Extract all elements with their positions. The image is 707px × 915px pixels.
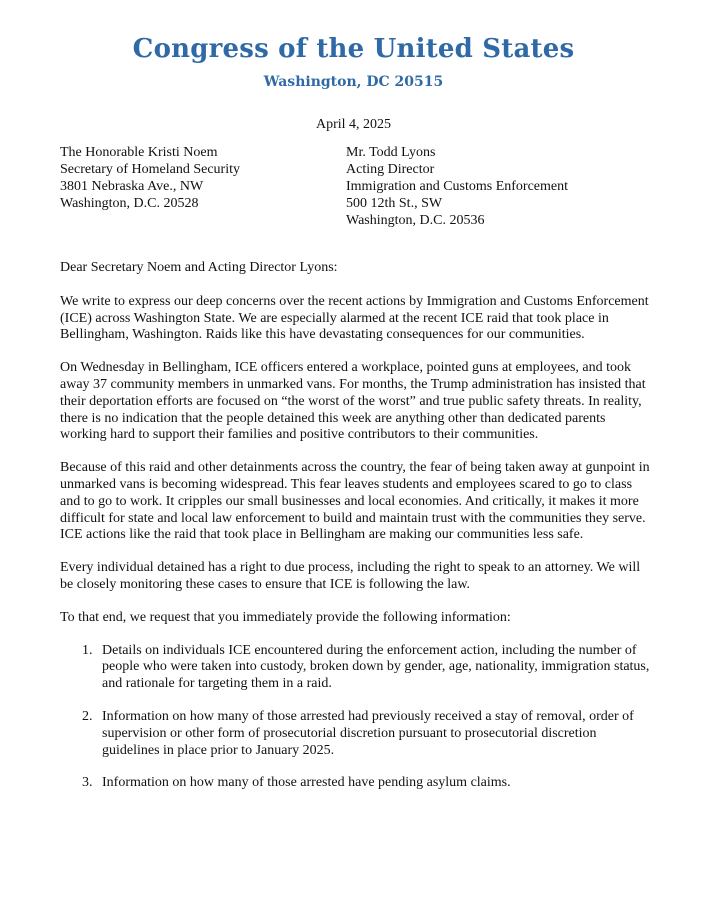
- address-line: Immigration and Customs Enforcement: [346, 179, 569, 194]
- address-line: Mr. Todd Lyons: [346, 145, 436, 160]
- letter-date: April 4, 2025: [315, 117, 392, 132]
- recipient-address-left: [60, 144, 240, 212]
- body-paragraph: We write to express our deep concerns over the recent actions by Immigration and Customs Enforcement (ICE) across Washington State. We are especially alarmed at the recent ICE raid that took place in Bellingham, Washington. Raids like this have devastating consequences for our communities.: [60, 293, 649, 343]
- address-line: Secretary of Homeland Security: [60, 162, 240, 177]
- letterhead-subtitle: Washington, DC 20515: [263, 74, 444, 90]
- address-line: The Honorable Kristi Noem: [60, 145, 218, 160]
- request-number: 2.: [82, 708, 93, 724]
- request-number: 1.: [82, 642, 93, 658]
- request-list: [60, 643, 650, 793]
- address-line: 500 12th St., SW: [346, 196, 443, 211]
- body-paragraph: On Wednesday in Bellingham, ICE officers entered a workplace, pointed guns at employees, and took away 37 community members in unmarked vans. For months, the Trump administration has insisted that their deportation efforts are focused on “the worst of the worst” and true public safety threats. In reality, there is no indication that the people detained this week are anything other than dedicated parents working hard to support their families and positive contributors to their communities.: [60, 360, 646, 443]
- request-item: [60, 709, 650, 759]
- address-line: Acting Director: [346, 162, 435, 177]
- letter-body: [60, 260, 650, 808]
- body-paragraph: Every individual detained has a right to due process, including the right to speak to an attorney. We will be closely monitoring these cases to ensure that ICE is following the law.: [60, 560, 641, 592]
- body-paragraph: To that end, we request that you immediately provide the following information:: [60, 609, 511, 625]
- letterhead-title: Congress of the United States: [132, 34, 575, 64]
- body-paragraph: Because of this raid and other detainments across the country, the fear of being taken away at gunpoint in unmarked vans is becoming widespread. This fear leaves students and employees scared to go to class and to go to work. It cripples our small businesses and local economies. And critically, it makes it more difficult for state and local law enforcement to build and maintain trust with the communities they serve. ICE actions like the raid that took place in Bellingham are making our communities less safe.: [60, 460, 650, 543]
- address-line: 3801 Nebraska Ave., NW: [60, 179, 204, 194]
- request-text: Information on how many of those arrested had previously received a stay of removal, order of supervision or other form of prosecutorial discretion pursuant to prosecutorial discretion guidelines in place prior to January 2025.: [102, 708, 634, 758]
- address-line: Washington, D.C. 20536: [346, 213, 485, 228]
- recipient-address-right: [346, 144, 568, 229]
- request-item: [60, 775, 650, 792]
- address-line: Washington, D.C. 20528: [60, 196, 199, 211]
- request-number: 3.: [82, 775, 93, 791]
- request-text: Information on how many of those arrested have pending asylum claims.: [102, 775, 511, 791]
- request-item: [60, 643, 650, 693]
- request-text: Details on individuals ICE encountered during the enforcement action, including the number of people who were taken into custody, broken down by gender, age, nationality, immigration status, and rationale for targeting them in a raid.: [102, 642, 650, 692]
- salutation: Dear Secretary Noem and Acting Director Lyons:: [60, 260, 338, 275]
